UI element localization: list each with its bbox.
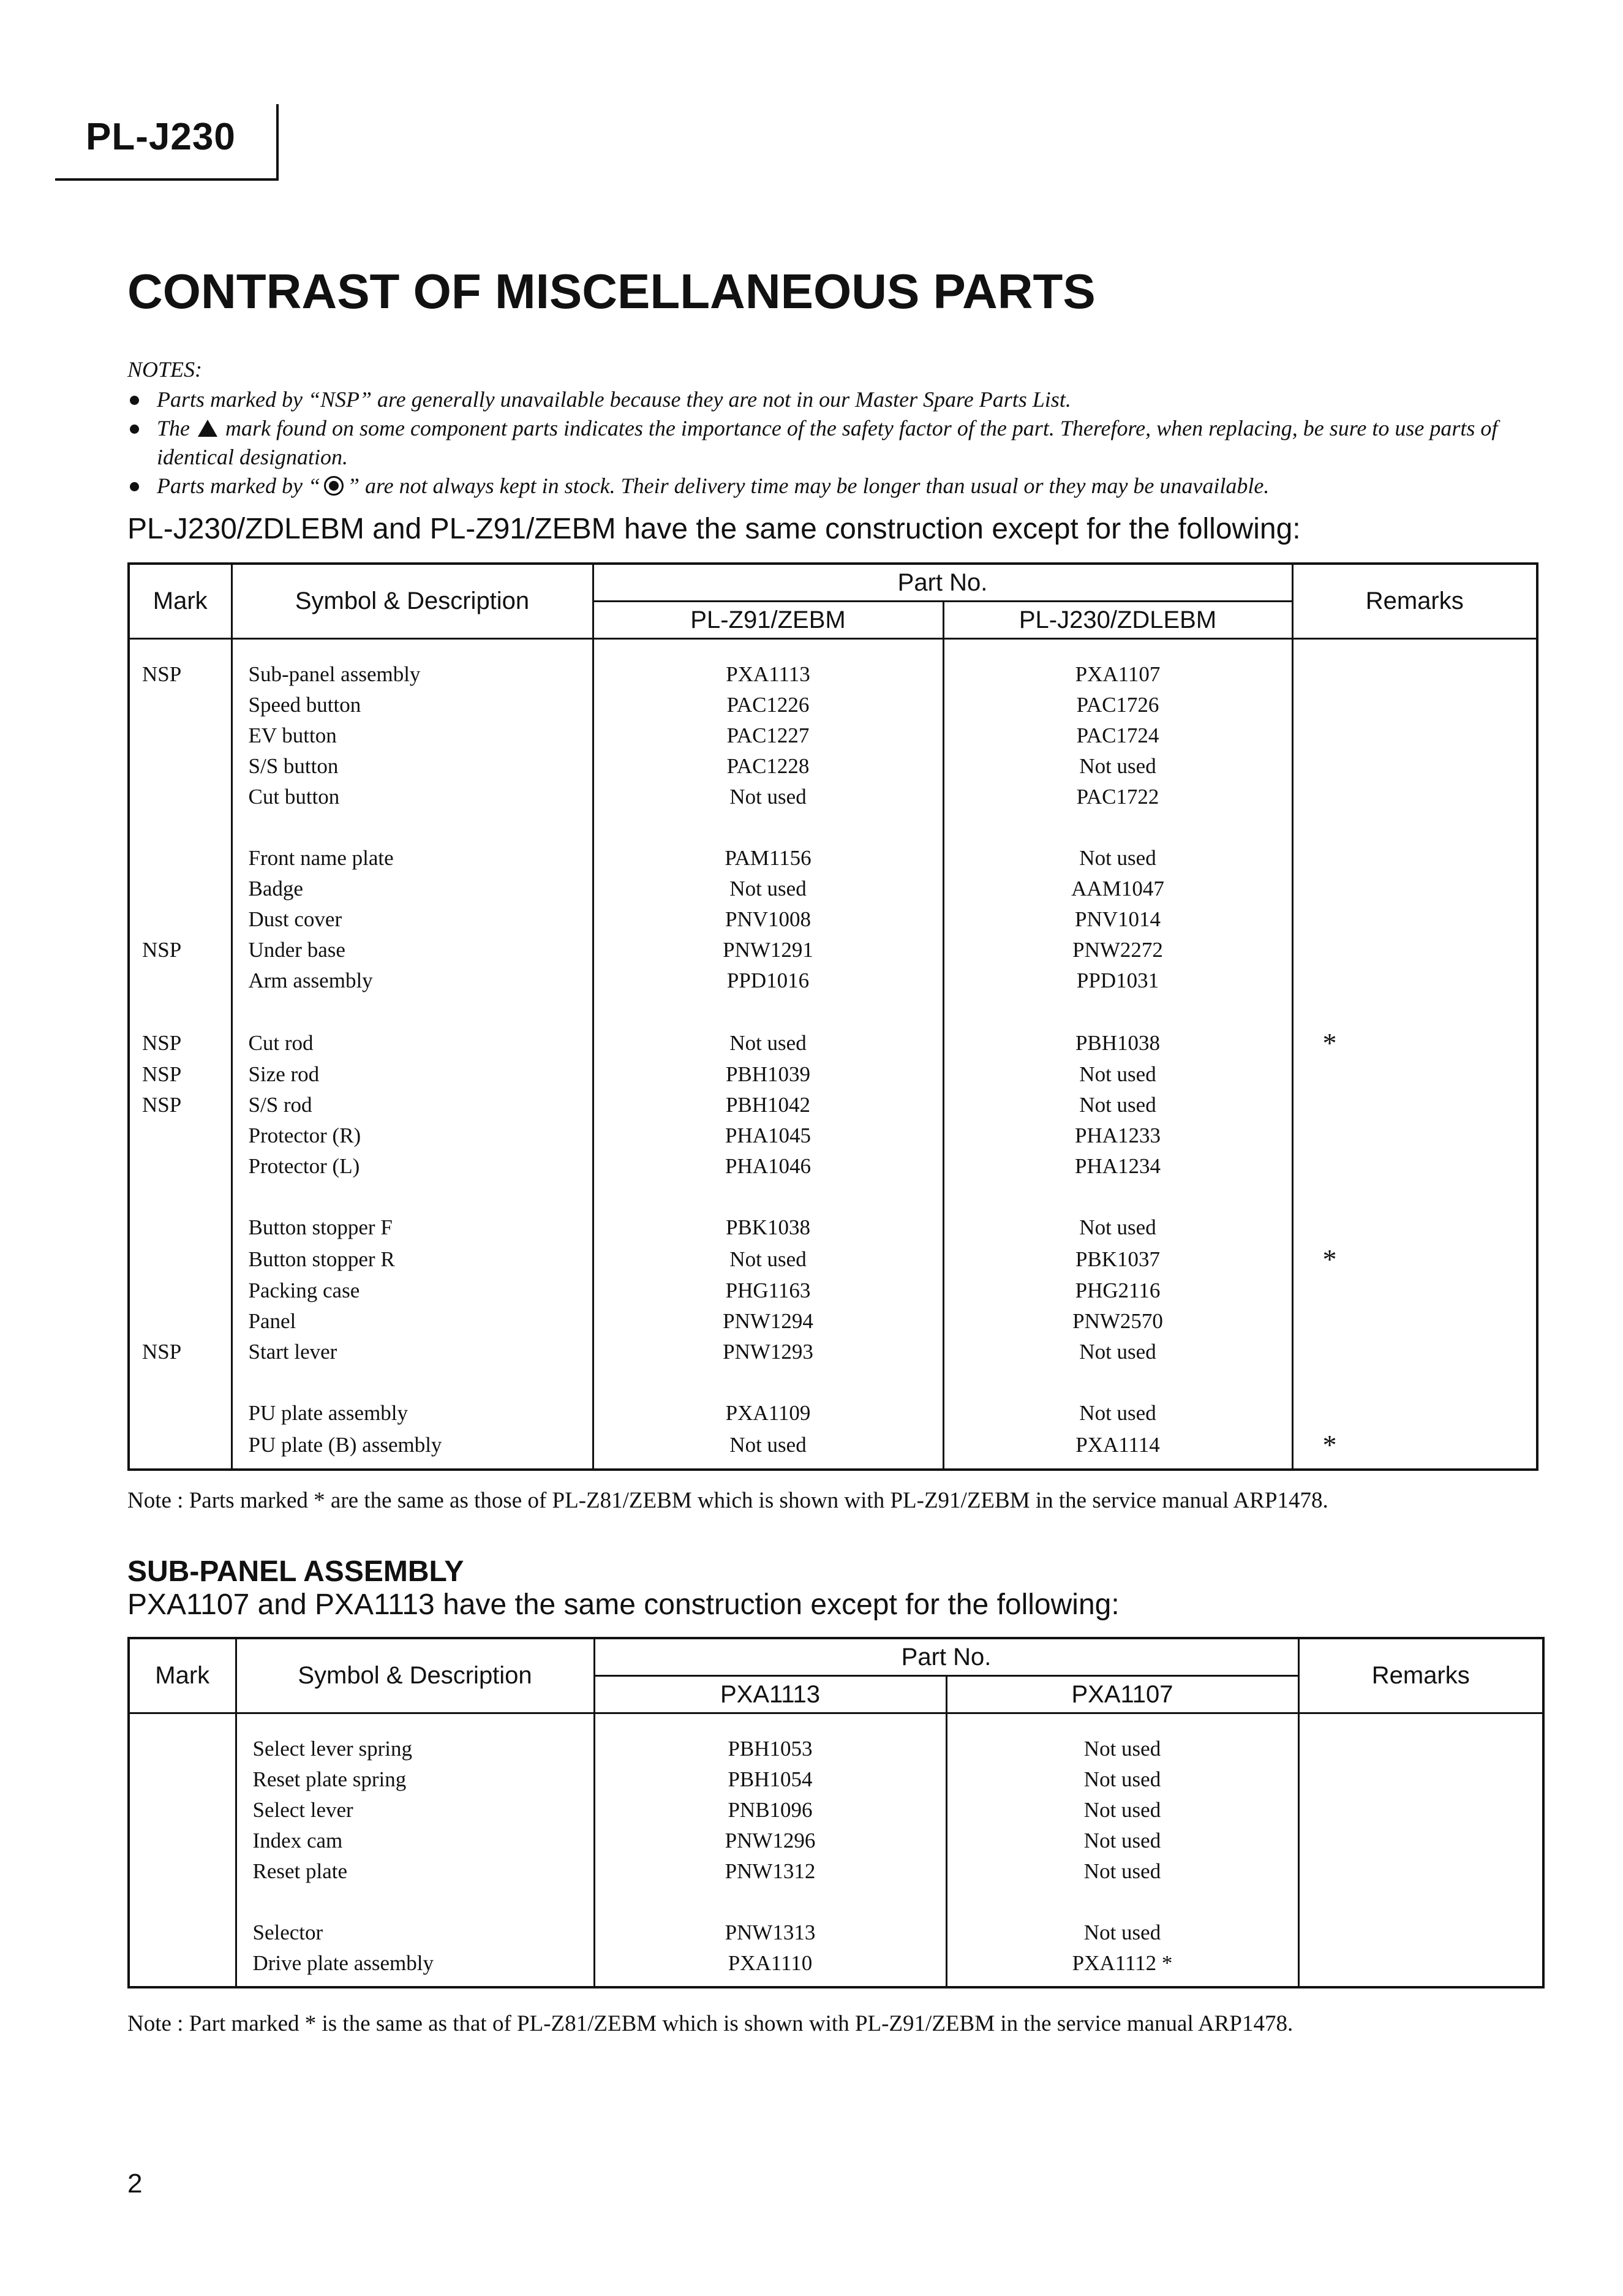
row-part-b: Not used xyxy=(943,1059,1292,1090)
row-part-b: Not used xyxy=(946,1826,1298,1856)
row-part-a: PNW1312 xyxy=(594,1856,946,1887)
row-part-b: Not used xyxy=(946,1795,1298,1826)
header-col-b: PXA1107 xyxy=(946,1676,1298,1713)
row-part-b: PBK1037 xyxy=(943,1243,1292,1275)
table-row xyxy=(129,1337,1537,1367)
table1-intro: PL-J230/ZDLEBM and PL-Z91/ZEBM have the same construction except for the following: xyxy=(127,513,1301,545)
row-remarks xyxy=(1292,874,1537,904)
row-remarks xyxy=(1292,935,1537,965)
row-description: Reset plate spring xyxy=(236,1764,594,1795)
row-mark xyxy=(129,1151,232,1182)
row-description: Size rod xyxy=(232,1059,593,1090)
note-stock-text-start: Parts marked by “ xyxy=(157,474,320,498)
model-header xyxy=(55,104,279,181)
row-part-a: PNW1296 xyxy=(594,1826,946,1856)
row-remarks xyxy=(1298,1948,1543,1987)
row-part-b: PXA1112 * xyxy=(946,1948,1298,1987)
row-part-b: PAC1722 xyxy=(943,782,1292,812)
row-mark xyxy=(129,1764,236,1795)
row-remarks xyxy=(1292,690,1537,720)
row-remarks xyxy=(1292,1120,1537,1151)
row-remarks: * xyxy=(1292,1243,1537,1275)
row-part-a: PNW1313 xyxy=(594,1887,946,1948)
note-safety-text-start: The xyxy=(157,416,190,440)
row-mark: NSP xyxy=(129,1090,232,1120)
row-part-b: PPD1031 xyxy=(943,965,1292,996)
row-part-b: PAC1726 xyxy=(943,690,1292,720)
row-remarks xyxy=(1292,1151,1537,1182)
note-safety-text-end: mark found on some component parts indicates the importance of the safety factor of the part. Therefore, when replacing, be sure to use parts of identical designation. xyxy=(157,416,1498,469)
row-mark xyxy=(129,1275,232,1306)
header-col-a: PL-Z91/ZEBM xyxy=(593,602,943,639)
row-remarks xyxy=(1298,1826,1543,1856)
header-col-a: PXA1113 xyxy=(594,1676,946,1713)
table-row xyxy=(129,1120,1537,1151)
row-description: Badge xyxy=(232,874,593,904)
row-description: Speed button xyxy=(232,690,593,720)
row-remarks xyxy=(1292,1306,1537,1337)
table-row xyxy=(129,1151,1537,1182)
table-row xyxy=(129,1090,1537,1120)
row-description: Cut button xyxy=(232,782,593,812)
table-row xyxy=(129,1182,1537,1243)
table-row xyxy=(129,904,1537,935)
row-remarks xyxy=(1292,782,1537,812)
row-part-b: Not used xyxy=(943,1182,1292,1243)
row-description: Select lever spring xyxy=(236,1713,594,1765)
row-part-a: PBK1038 xyxy=(593,1182,943,1243)
table-row xyxy=(129,1243,1537,1275)
row-part-a: PXA1113 xyxy=(593,639,943,690)
row-mark xyxy=(129,1826,236,1856)
table-row xyxy=(129,1764,1543,1795)
row-part-a: PAC1227 xyxy=(593,720,943,751)
row-description: Button stopper R xyxy=(232,1243,593,1275)
table-row xyxy=(129,1948,1543,1987)
row-part-b: Not used xyxy=(943,812,1292,874)
row-part-b: Not used xyxy=(943,1367,1292,1429)
row-part-a: PBH1053 xyxy=(594,1713,946,1765)
row-part-a: PNW1293 xyxy=(593,1337,943,1367)
table-row xyxy=(129,1275,1537,1306)
row-mark xyxy=(129,1120,232,1151)
table-row xyxy=(129,1429,1537,1470)
header-description: Symbol & Description xyxy=(236,1638,594,1713)
row-mark xyxy=(129,1713,236,1765)
row-description: PU plate assembly xyxy=(232,1367,593,1429)
table-row xyxy=(129,935,1537,965)
row-mark xyxy=(129,720,232,751)
row-description: Sub-panel assembly xyxy=(232,639,593,690)
row-mark xyxy=(129,1429,232,1470)
row-part-a: PNV1008 xyxy=(593,904,943,935)
header-remarks: Remarks xyxy=(1292,564,1537,639)
table-row xyxy=(129,782,1537,812)
row-mark: NSP xyxy=(129,935,232,965)
row-mark: NSP xyxy=(129,1059,232,1090)
model-name: PL-J230 xyxy=(86,116,236,158)
row-remarks: * xyxy=(1292,996,1537,1059)
row-mark xyxy=(129,1948,236,1987)
row-mark xyxy=(129,782,232,812)
row-part-a: PBH1054 xyxy=(594,1764,946,1795)
row-description: PU plate (B) assembly xyxy=(232,1429,593,1470)
row-mark xyxy=(129,751,232,782)
row-remarks xyxy=(1292,720,1537,751)
row-mark: NSP xyxy=(129,1337,232,1367)
row-remarks xyxy=(1292,1367,1537,1429)
row-remarks xyxy=(1298,1856,1543,1887)
table-row xyxy=(129,965,1537,996)
row-remarks xyxy=(1298,1713,1543,1765)
row-description: Button stopper F xyxy=(232,1182,593,1243)
note-stock xyxy=(127,472,1536,500)
row-mark xyxy=(129,1856,236,1887)
row-part-b: PHG2116 xyxy=(943,1275,1292,1306)
row-mark xyxy=(129,1306,232,1337)
table2-intro: PXA1107 and PXA1113 have the same construction except for the following: xyxy=(127,1588,1120,1621)
row-part-a: PNW1294 xyxy=(593,1306,943,1337)
row-part-a: PNB1096 xyxy=(594,1795,946,1826)
row-description: Reset plate xyxy=(236,1856,594,1887)
row-part-a: Not used xyxy=(593,1243,943,1275)
row-part-a: PBH1042 xyxy=(593,1090,943,1120)
row-remarks xyxy=(1292,965,1537,996)
table-row xyxy=(129,639,1537,690)
row-part-a: PXA1109 xyxy=(593,1367,943,1429)
row-description: Dust cover xyxy=(232,904,593,935)
row-part-a: PAM1156 xyxy=(593,812,943,874)
row-part-a: PAC1228 xyxy=(593,751,943,782)
table-row xyxy=(129,1887,1543,1948)
row-part-a: Not used xyxy=(593,782,943,812)
row-part-b: PNV1014 xyxy=(943,904,1292,935)
page-title: CONTRAST OF MISCELLANEOUS PARTS xyxy=(127,264,1096,319)
row-part-b: PBH1038 xyxy=(943,996,1292,1059)
header-description: Symbol & Description xyxy=(232,564,593,639)
table-row xyxy=(129,874,1537,904)
row-description: Panel xyxy=(232,1306,593,1337)
row-mark xyxy=(129,812,232,874)
row-part-a: PPD1016 xyxy=(593,965,943,996)
row-remarks xyxy=(1292,639,1537,690)
table-row xyxy=(129,1795,1543,1826)
row-part-a: PHA1045 xyxy=(593,1120,943,1151)
header-remarks: Remarks xyxy=(1298,1638,1543,1713)
row-description: Cut rod xyxy=(232,996,593,1059)
row-remarks xyxy=(1292,1090,1537,1120)
page-number: 2 xyxy=(127,2169,143,2199)
row-part-b: PHA1233 xyxy=(943,1120,1292,1151)
row-part-a: PHG1163 xyxy=(593,1275,943,1306)
row-remarks xyxy=(1298,1795,1543,1826)
note-nsp xyxy=(127,385,1536,414)
row-mark: NSP xyxy=(129,639,232,690)
row-part-b: Not used xyxy=(946,1713,1298,1765)
row-mark: NSP xyxy=(129,996,232,1059)
row-part-b: PNW2570 xyxy=(943,1306,1292,1337)
row-mark xyxy=(129,874,232,904)
header-part-no: Part No. xyxy=(593,564,1292,602)
row-mark xyxy=(129,1367,232,1429)
table-row xyxy=(129,1306,1537,1337)
row-remarks xyxy=(1292,1275,1537,1306)
table-row xyxy=(129,1059,1537,1090)
row-remarks xyxy=(1292,904,1537,935)
row-description: Start lever xyxy=(232,1337,593,1367)
section-title-sub-panel: SUB-PANEL ASSEMBLY xyxy=(127,1555,464,1588)
row-part-b: Not used xyxy=(943,1090,1292,1120)
table1-footnote: Note : Parts marked * are the same as those of PL-Z81/ZEBM which is shown with PL-Z91/ZEBM in the service manual ARP1478. xyxy=(127,1488,1328,1513)
row-part-b: Not used xyxy=(946,1856,1298,1887)
row-part-a: PNW1291 xyxy=(593,935,943,965)
row-description: S/S rod xyxy=(232,1090,593,1120)
row-description: Front name plate xyxy=(232,812,593,874)
table2-footnote: Note : Part marked * is the same as that of PL-Z81/ZEBM which is shown with PL-Z91/ZEBM in the service manual ARP1478. xyxy=(127,2011,1294,2036)
table-row xyxy=(129,720,1537,751)
row-part-a: Not used xyxy=(593,1429,943,1470)
row-part-a: Not used xyxy=(593,874,943,904)
filled-circle-mark-icon xyxy=(324,476,344,496)
table-row xyxy=(129,1856,1543,1887)
row-description: EV button xyxy=(232,720,593,751)
row-remarks xyxy=(1292,751,1537,782)
row-mark xyxy=(129,690,232,720)
row-remarks xyxy=(1292,812,1537,874)
table-row xyxy=(129,751,1537,782)
row-remarks xyxy=(1292,1337,1537,1367)
row-remarks: * xyxy=(1292,1429,1537,1470)
note-nsp-text: Parts marked by “NSP” are generally unavailable because they are not in our Master Spare Parts List. xyxy=(157,387,1071,412)
row-part-a: PBH1039 xyxy=(593,1059,943,1090)
row-part-b: AAM1047 xyxy=(943,874,1292,904)
row-mark xyxy=(129,1243,232,1275)
row-remarks xyxy=(1292,1059,1537,1090)
row-remarks xyxy=(1298,1887,1543,1948)
row-part-b: Not used xyxy=(946,1764,1298,1795)
notes-heading: NOTES: xyxy=(127,357,203,382)
row-mark xyxy=(129,1887,236,1948)
row-mark xyxy=(129,1182,232,1243)
row-part-b: PNW2272 xyxy=(943,935,1292,965)
row-part-b: PAC1724 xyxy=(943,720,1292,751)
row-part-a: PXA1110 xyxy=(594,1948,946,1987)
table-row xyxy=(129,812,1537,874)
row-description: Index cam xyxy=(236,1826,594,1856)
row-part-b: PXA1114 xyxy=(943,1429,1292,1470)
parts-table-main xyxy=(127,562,1538,1471)
row-remarks xyxy=(1292,1182,1537,1243)
note-safety xyxy=(127,414,1536,472)
table-row xyxy=(129,996,1537,1059)
note-stock-text-end: ” are not always kept in stock. Their delivery time may be longer than usual or they may be unavailable. xyxy=(347,474,1270,498)
row-part-b: Not used xyxy=(943,1337,1292,1367)
notes-block xyxy=(127,355,1536,500)
row-part-a: PHA1046 xyxy=(593,1151,943,1182)
parts-table-sub-panel xyxy=(127,1637,1545,1988)
row-mark xyxy=(129,904,232,935)
row-mark xyxy=(129,965,232,996)
row-description: Drive plate assembly xyxy=(236,1948,594,1987)
table-row xyxy=(129,1826,1543,1856)
row-part-b: PXA1107 xyxy=(943,639,1292,690)
row-description: Protector (R) xyxy=(232,1120,593,1151)
row-description: Selector xyxy=(236,1887,594,1948)
row-mark xyxy=(129,1795,236,1826)
row-description: Select lever xyxy=(236,1795,594,1826)
header-mark: Mark xyxy=(129,1638,236,1713)
header-col-b: PL-J230/ZDLEBM xyxy=(943,602,1292,639)
row-part-b: PHA1234 xyxy=(943,1151,1292,1182)
header-part-no: Part No. xyxy=(594,1638,1298,1676)
row-description: Packing case xyxy=(232,1275,593,1306)
row-part-a: PAC1226 xyxy=(593,690,943,720)
row-part-b: Not used xyxy=(946,1887,1298,1948)
row-description: Arm assembly xyxy=(232,965,593,996)
table-row xyxy=(129,1713,1543,1765)
row-description: S/S button xyxy=(232,751,593,782)
row-remarks xyxy=(1298,1764,1543,1795)
header-mark: Mark xyxy=(129,564,232,639)
warning-triangle-icon xyxy=(198,420,217,437)
row-part-a: Not used xyxy=(593,996,943,1059)
row-description: Protector (L) xyxy=(232,1151,593,1182)
row-part-b: Not used xyxy=(943,751,1292,782)
table-row xyxy=(129,1367,1537,1429)
row-description: Under base xyxy=(232,935,593,965)
table-row xyxy=(129,690,1537,720)
